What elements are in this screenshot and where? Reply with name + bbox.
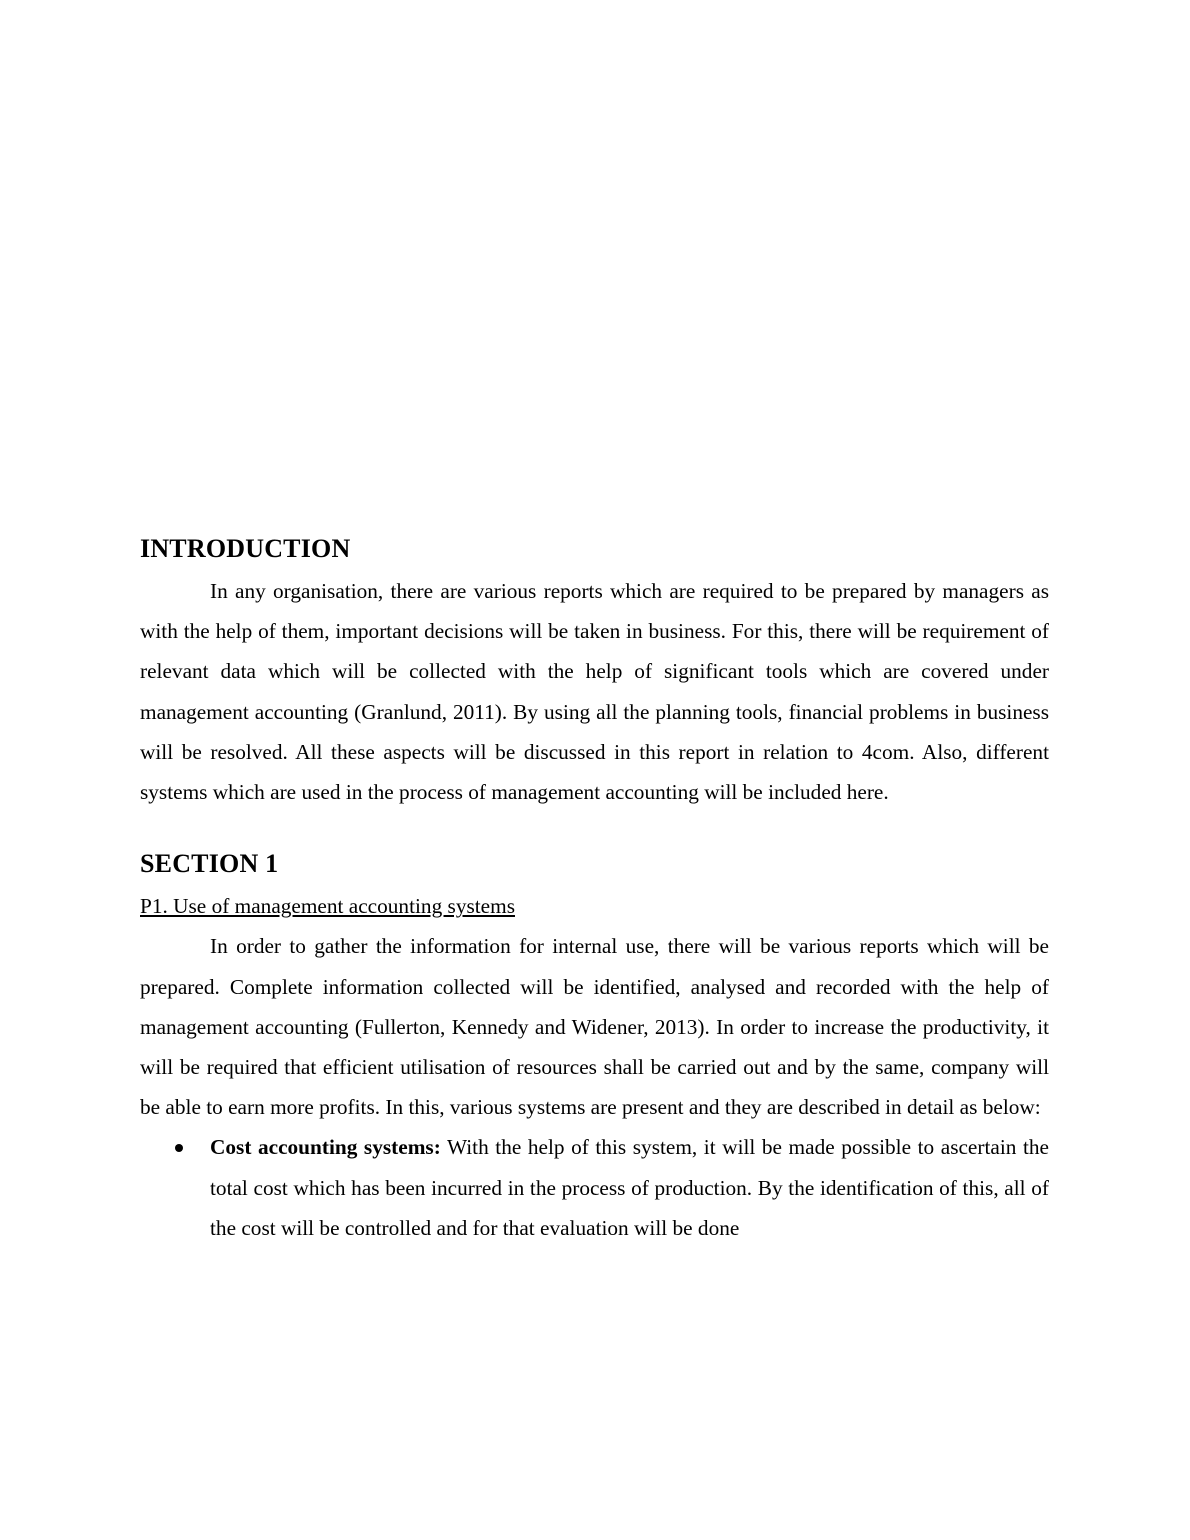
p1-subheading: P1. Use of management accounting systems <box>140 894 515 919</box>
page-content <box>140 531 1049 1248</box>
bullet-term: Cost accounting systems: <box>210 1135 441 1160</box>
introduction-heading: INTRODUCTION <box>140 534 351 563</box>
systems-bullet-list <box>140 1127 1049 1248</box>
introduction-paragraph: In any organisation, there are various reports which are required to be prepared by managers as with the help of them, important decisions will be taken in business. For this, there will be requirement of relevant data which will be collected with the help of significant tools which are covered under management accounting (Granlund, 2011). By using all the planning tools, financial problems in business will be resolved. All these aspects will be discussed in this report in relation to 4com. Also, different systems which are used in the process of management accounting will be included here. <box>140 579 1049 805</box>
section-1-paragraph: In order to gather the information for internal use, there will be various reports which will be prepared. Complete information collected will be identified, analysed and recorded with the help of management accounting (Fullerton, Kennedy and Widener, 2013). In order to increase the productivity, it will be required that efficient utilisation of resources shall be carried out and by the same, company will be able to earn more profits. In this, various systems are present and they are described in detail as below: <box>140 934 1049 1120</box>
bullet-icon <box>175 1144 183 1152</box>
list-item <box>140 1127 1049 1248</box>
bullet-text: With the help of this system, it will be made possible to ascertain the total cost which has been incurred in the process of production. By the identification of this, all of the cost will be controlled and for that evaluation will be done <box>210 1135 1049 1240</box>
section-1-heading: SECTION 1 <box>140 849 279 879</box>
